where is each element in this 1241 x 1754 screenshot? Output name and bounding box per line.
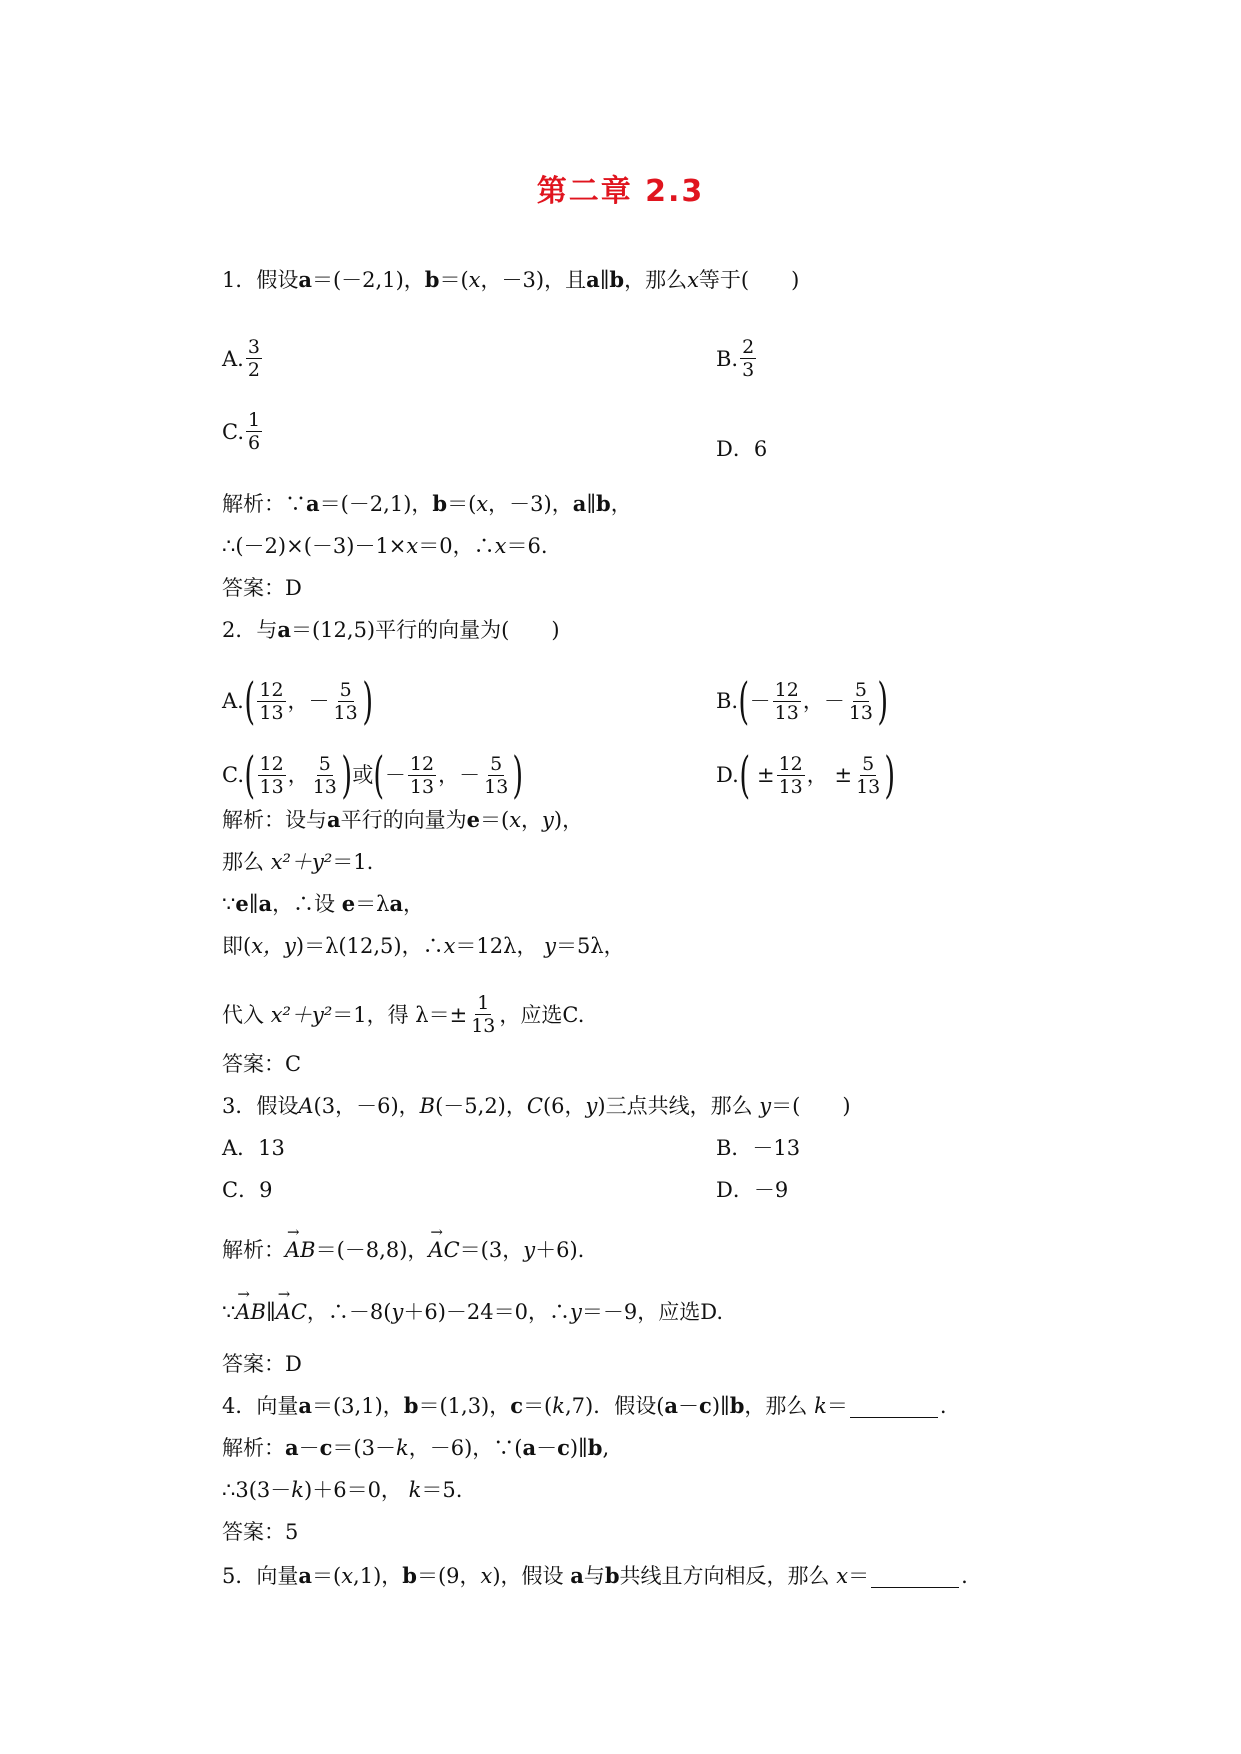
page-title: 第二章 2.3 — [536, 174, 705, 209]
answer-blank — [850, 1395, 938, 1418]
q4-answer: 答案：5 — [222, 1520, 299, 1544]
fraction: $\frac{1}{13}$ — [471, 992, 496, 1037]
fraction: $\frac{3}{2}$ — [247, 336, 260, 381]
q1-solution-2: ∴(－2)×(－3)－1× x ＝0，∴ x ＝6. — [222, 534, 548, 558]
q4-stem: 4．向量 a ＝(3,1)， b ＝(1,3)， c ＝( k ,7)．假设( a － c )∥ b ，那么 k ＝ . — [222, 1393, 947, 1418]
q1-option-a: A. $\frac{3}{2}$ — [222, 336, 260, 381]
q2-solution-2: 那么 x²＋y² ＝1. — [222, 850, 374, 874]
q1-option-c: C. $\frac{1}{6}$ — [222, 409, 261, 454]
q1-stem: 1．假设 a ＝(－2,1)， b ＝( x ，－3)，且 a ∥ b ，那么 x 等于( ) — [222, 267, 800, 292]
q3-option-b: B．－13 — [716, 1136, 801, 1160]
q4-solution-2: ∴3(3－ k )＋6＝0， k ＝5. — [222, 1478, 463, 1502]
q3-stem: 3．假设 A (3，－6)， B (－5,2)， C (6， y )三点共线，那么 y ＝( ) — [222, 1094, 851, 1118]
answer-blank — [871, 1565, 959, 1588]
q3-solution-2: ∵ → AB ∥ → AC ，∴－8( y ＋6)－24＝0，∴ y ＝－9，应选D. — [222, 1298, 723, 1326]
q2-stem: 2．与 a ＝(12,5)平行的向量为( ) — [222, 617, 560, 642]
q2-solution-3: ∵ e ∥ a ，∴设 e ＝λ a ， — [222, 891, 425, 916]
q1-answer: 答案：D — [222, 576, 302, 600]
fraction: $\frac{1}{6}$ — [248, 409, 261, 454]
q3-option-d: D．－9 — [716, 1178, 789, 1202]
q2-solution-4: 即( x，y )＝λ(12,5)，∴ x ＝12λ， y ＝5λ， — [222, 934, 625, 958]
q1-option-b: B. $\frac{2}{3}$ — [716, 336, 755, 381]
q2-option-a: A. ( $\frac{12}{13}$ ， － $\frac{5}{13}$ ) — [222, 672, 373, 730]
q3-option-a: A．13 — [222, 1136, 285, 1160]
q2-solution-1: 解析：设与 a 平行的向量为 e ＝( x ， y )， — [222, 807, 584, 832]
q2-answer: 答案：C — [222, 1052, 302, 1076]
q4-solution-1: 解析： a － c ＝(3－ k ，－6)，∵( a － c )∥ b , — [222, 1435, 610, 1460]
fraction: $\frac{2}{3}$ — [742, 336, 755, 381]
q2-option-d: D. ( ± $\frac{12}{13}$ ， ± $\frac{5}{13}$ ) — [716, 746, 896, 804]
q1-solution-1: 解析：∵ a ＝(－2,1)， b ＝( x ，－3)， a ∥ b ， — [222, 491, 632, 516]
q2-option-c: C. ( $\frac{12}{13}$ ， $\frac{5}{13}$ ) 或 ( － $\frac{12}{13}$ ， － $\frac{5}{13}$ ) — [222, 746, 524, 804]
q1-option-d: D．6 — [716, 437, 768, 461]
q3-answer: 答案：D — [222, 1352, 302, 1376]
q3-option-c: C．9 — [222, 1178, 273, 1202]
q2-solution-5: 代入 x²＋y² ＝1，得 λ＝± $\frac{1}{13}$ ，应选C. — [222, 992, 585, 1037]
q2-option-b: B. ( － $\frac{12}{13}$ ， － $\frac{5}{13}$ ) — [716, 672, 889, 730]
q5-stem: 5．向量 a ＝( x ,1)， b ＝(9， x )，假设 a 与 b 共线且方向相反，那么 x ＝ . — [222, 1563, 968, 1588]
q3-solution-1: 解析： → AB ＝(－8,8)， → AC ＝(3， y ＋6). — [222, 1236, 584, 1264]
